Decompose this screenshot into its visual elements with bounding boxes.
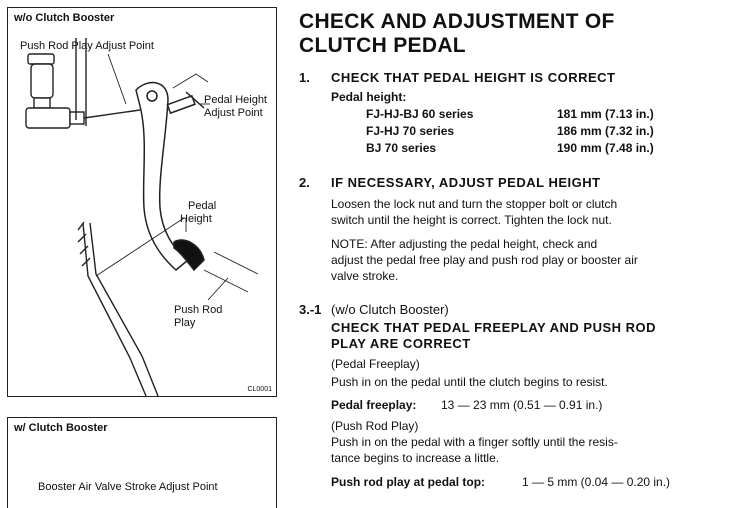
spec-series-1: FJ-HJ-BJ 60 series [366, 107, 474, 121]
step-1-title: CHECK THAT PEDAL HEIGHT IS CORRECT [331, 70, 616, 85]
step-3-title-line-2: PLAY ARE CORRECT [331, 336, 471, 351]
push-rod-adjust-label: Push Rod Play Adjust Point [20, 40, 154, 52]
page-title [299, 10, 729, 58]
pushrod-text-line-2: tance begins to increase a little. [331, 451, 500, 465]
freeplay-spec-label: Pedal freeplay: [331, 398, 417, 412]
spec-series-2: FJ-HJ 70 series [366, 124, 455, 138]
pedal-height-adjust-label-1: Pedal Height [204, 94, 267, 106]
note-line-2: adjust the pedal free play and push rod play or booster air [331, 253, 638, 267]
title-line-2: CLUTCH PEDAL [299, 34, 466, 57]
step-2-text-line-2: switch until the height is correct. Tighten the lock nut. [331, 213, 612, 227]
pedal-height-label: Pedal height: [331, 90, 407, 104]
spec-value-2: 186 mm (7.32 in.) [557, 124, 654, 138]
freeplay-text: Push in on the pedal until the clutch begins to resist. [331, 375, 608, 389]
figure-code: CL0001 [247, 386, 272, 393]
figure-title: w/o Clutch Booster [14, 12, 115, 24]
step-3-number: 3.-1 [299, 302, 322, 317]
booster-adjust-label: Booster Air Valve Stroke Adjust Point [38, 481, 218, 493]
freeplay-heading: (Pedal Freeplay) [331, 357, 420, 371]
note-line-1: NOTE: After adjusting the pedal height, check and [331, 237, 598, 251]
title-line-1: CHECK AND ADJUSTMENT OF [299, 10, 615, 33]
step-2-text-line-1: Loosen the lock nut and turn the stopper bolt or clutch [331, 197, 618, 211]
pushrod-spec-label: Push rod play at pedal top: [331, 475, 486, 489]
pedal-height-label-2: Height [180, 213, 212, 225]
step-1-number: 1. [299, 70, 310, 85]
figure-without-booster [7, 7, 277, 397]
step-2-title: IF NECESSARY, ADJUST PEDAL HEIGHT [331, 175, 601, 190]
spec-value-1: 181 mm (7.13 in.) [557, 107, 654, 121]
figure-with-booster [7, 417, 277, 508]
master-cylinder-icon [26, 54, 140, 128]
push-rod-play-label-1: Push Rod [174, 304, 223, 316]
figure-title: w/ Clutch Booster [14, 422, 108, 434]
push-rod-play-label-2: Play [174, 317, 196, 329]
step-3-title-line-1: CHECK THAT PEDAL FREEPLAY AND PUSH ROD [331, 320, 657, 335]
spec-series-3: BJ 70 series [366, 141, 437, 155]
pushrod-spec-value: 1 — 5 mm (0.04 — 0.20 in.) [522, 475, 671, 489]
pedal-height-label-1: Pedal [188, 200, 217, 212]
pushrod-text-line-1: Push in on the pedal with a finger softly until the resis- [331, 435, 618, 449]
pedal-height-adjust-label-2: Adjust Point [204, 107, 263, 119]
step-3-subtitle: (w/o Clutch Booster) [331, 302, 449, 317]
note-line-3: valve stroke. [331, 269, 399, 283]
pushrod-heading: (Push Rod Play) [331, 419, 419, 433]
step-2-number: 2. [299, 175, 310, 190]
spec-value-3: 190 mm (7.48 in.) [557, 141, 654, 155]
freeplay-spec-value: 13 — 23 mm (0.51 — 0.91 in.) [441, 398, 603, 412]
pedal-arm-icon [136, 83, 204, 270]
clutch-pedal-diagram [8, 8, 276, 396]
